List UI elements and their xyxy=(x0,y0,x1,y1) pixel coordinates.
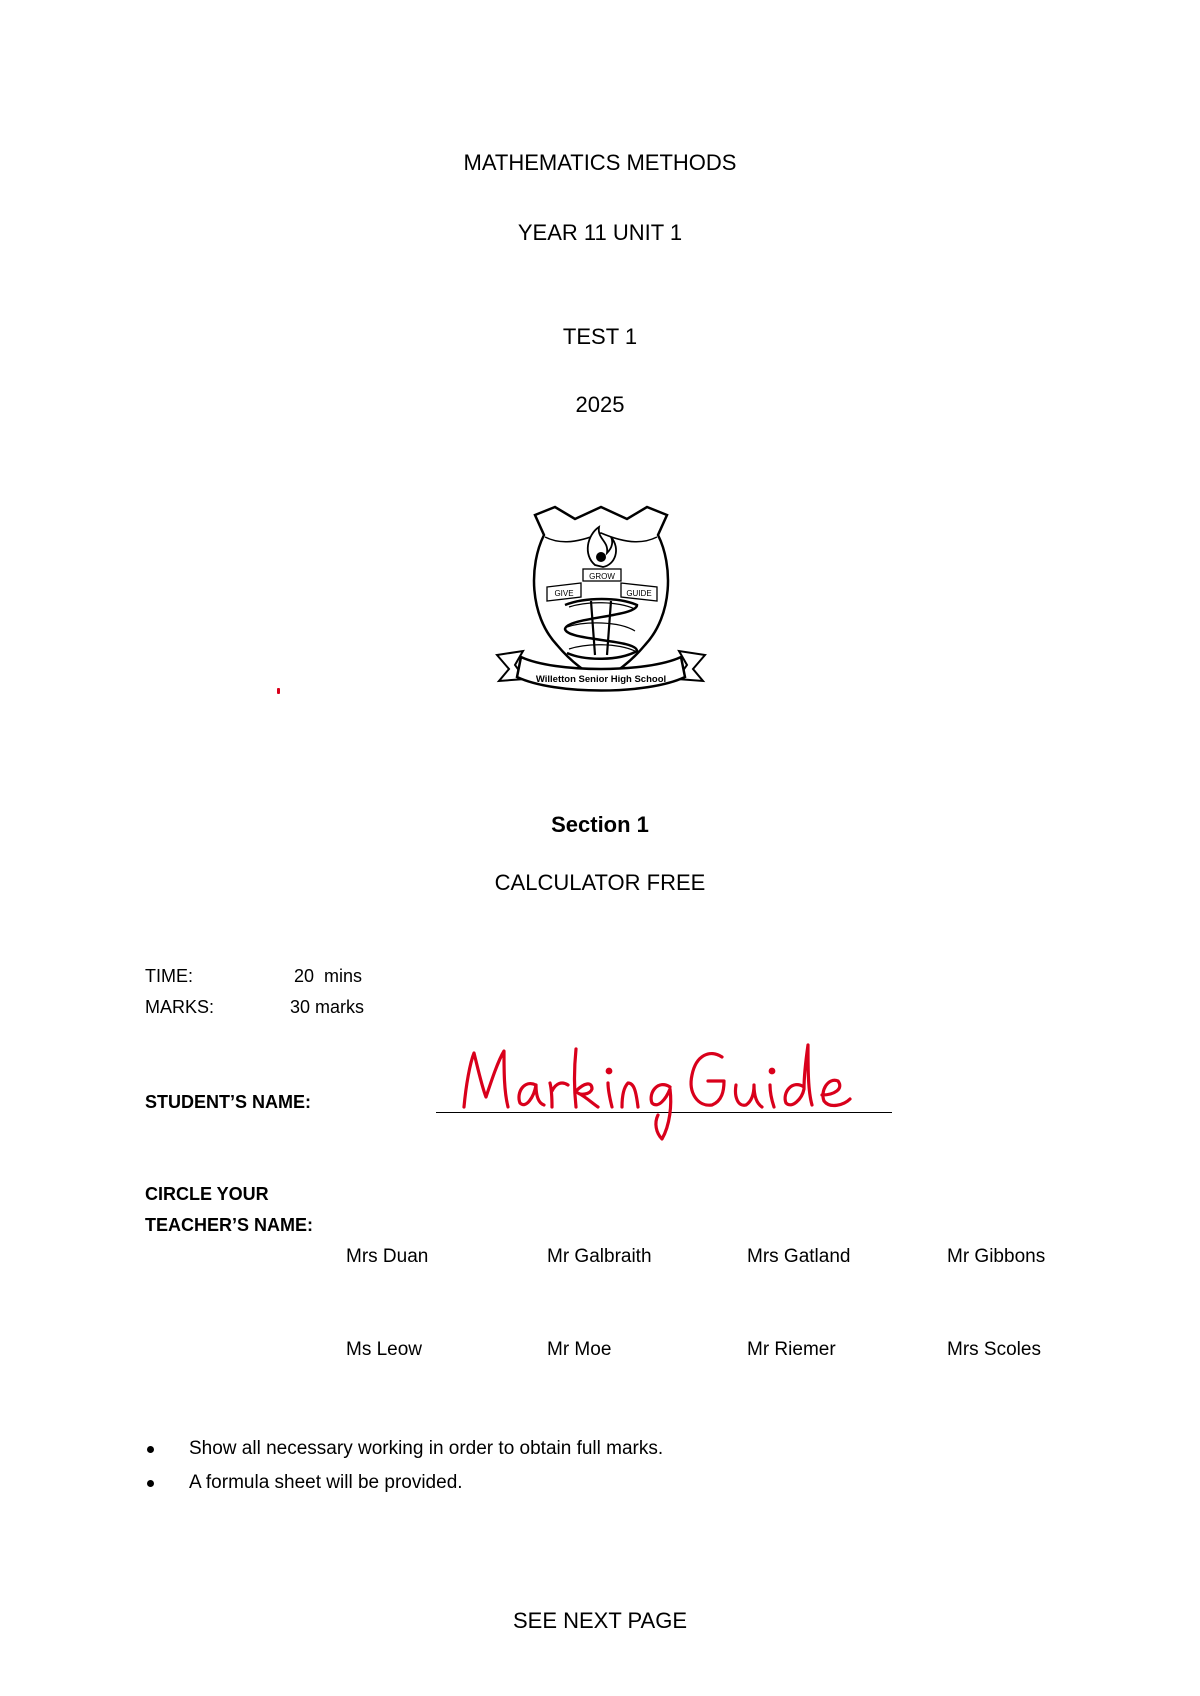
year-unit-title: YEAR 11 UNIT 1 xyxy=(517,220,683,245)
teacher-label-line2: TEACHER’S NAME: xyxy=(145,1215,314,1235)
marks-value: 30 marks xyxy=(290,997,365,1017)
section-subtitle: CALCULATOR FREE xyxy=(494,870,706,895)
crest-school-name: Willetton Senior High School xyxy=(535,674,667,685)
list-item xyxy=(145,1432,663,1466)
time-value: 20 mins xyxy=(294,966,363,986)
teacher-label-line1: CIRCLE YOUR xyxy=(145,1184,269,1204)
teacher-option[interactable]: Mrs Duan xyxy=(346,1246,429,1267)
teacher-option[interactable]: Mr Gibbons xyxy=(947,1246,1046,1267)
instructions-list xyxy=(145,1432,663,1500)
list-item xyxy=(145,1466,663,1500)
crest-motto-grow: GROW xyxy=(589,572,615,581)
teacher-option[interactable]: Mrs Scoles xyxy=(947,1339,1041,1360)
subject-title: MATHEMATICS METHODS xyxy=(463,150,737,175)
instruction-text: Show all necessary working in order to obtain full marks. xyxy=(189,1438,664,1459)
handwritten-signature xyxy=(452,1035,872,1145)
bullet-icon xyxy=(147,1480,154,1487)
student-name-label: STUDENT’S NAME: xyxy=(145,1092,311,1112)
teacher-option[interactable]: Mr Riemer xyxy=(747,1339,836,1360)
marks-label: MARKS: xyxy=(145,997,215,1017)
instruction-text: A formula sheet will be provided. xyxy=(189,1472,463,1493)
school-crest-logo xyxy=(495,505,707,705)
teacher-option[interactable]: Ms Leow xyxy=(346,1339,423,1360)
crest-motto-give: GIVE xyxy=(554,589,574,598)
teacher-option[interactable]: Mr Moe xyxy=(547,1339,612,1360)
test-title: TEST 1 xyxy=(562,324,638,349)
time-label: TIME: xyxy=(145,966,193,986)
bullet-icon xyxy=(147,1446,154,1453)
see-next-page-footer: SEE NEXT PAGE xyxy=(512,1608,688,1633)
section-title: Section 1 xyxy=(551,812,649,837)
year-title: 2025 xyxy=(575,392,625,417)
red-mark xyxy=(277,688,280,694)
crest-motto-guide: GUIDE xyxy=(626,589,652,598)
teacher-option[interactable]: Mr Galbraith xyxy=(547,1246,652,1267)
teacher-option[interactable]: Mrs Gatland xyxy=(747,1246,851,1267)
